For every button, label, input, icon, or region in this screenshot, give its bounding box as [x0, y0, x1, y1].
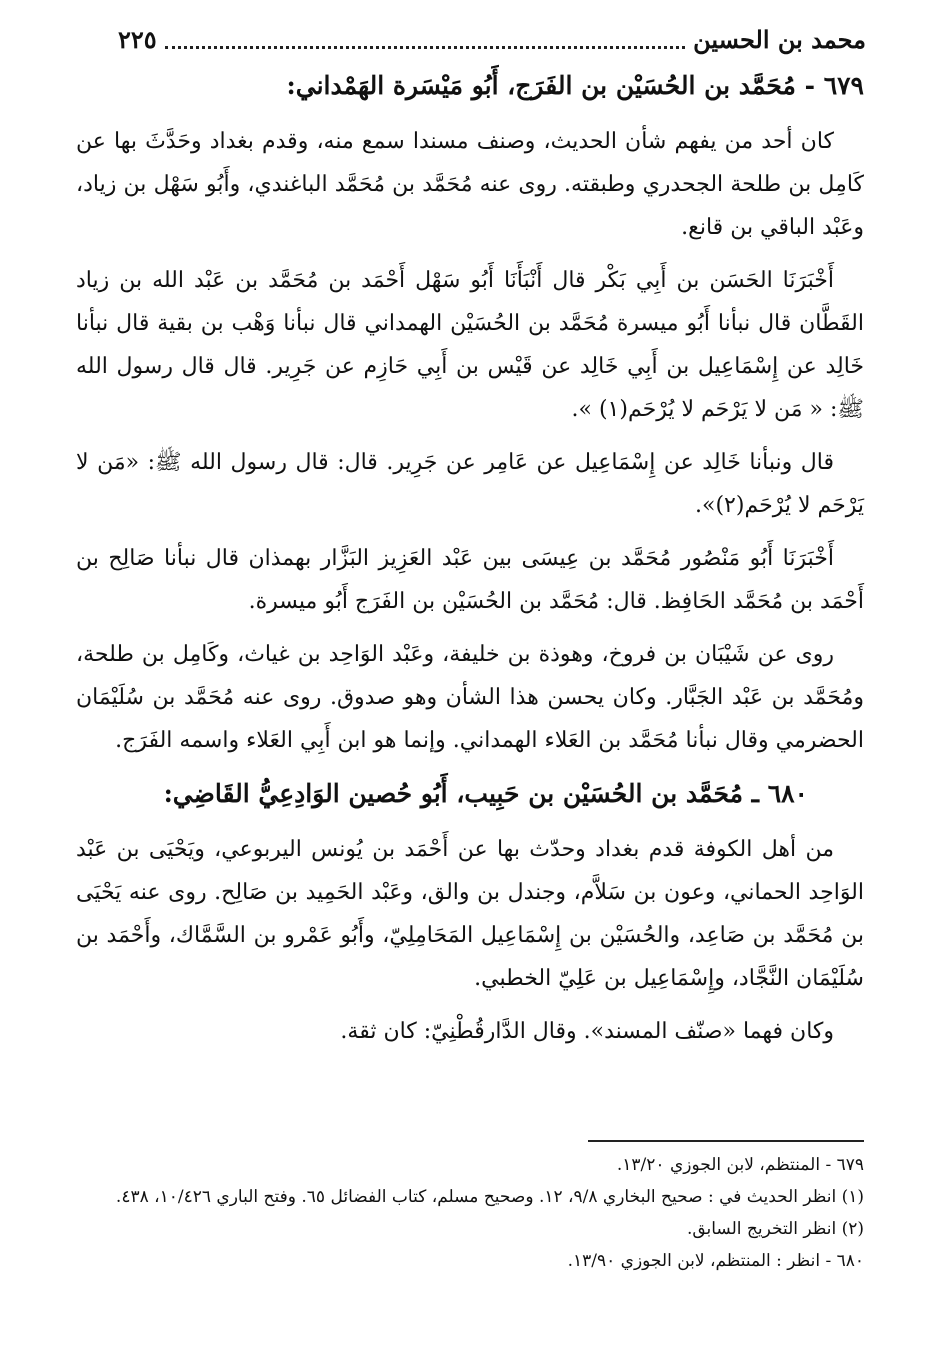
running-head-title: محمد بن الحسين — [693, 24, 866, 54]
footnote-separator — [588, 1140, 864, 1142]
page-number: ٢٢٥ — [118, 24, 157, 54]
paragraph: أَخْبَرَنَا الحَسَن بن أَبِي بَكْر قال أَنْبَأَنَا أَبُو سَهْل أَحْمَد بن مُحَمَّد بن عَبْد الله بن زياد القَطَّان قال نبأنا أَبُو ميسرة مُحَمَّد بن الحُسَيْن الهمداني قال نبأنا وَهْب بن بقية قال نبأنا خَالِد عن إِسْمَاعِيل بن أَبِي خَالِد عن قَيْس بن أَبِي حَازِم عن جَرِير. قال قال رسول الله ﷺ: « مَن لا يَرْحَم لا يُرْحَم(١) ». — [76, 268, 864, 422]
footnote-source-680: ٦٨٠ - انظر : المنتظم، لابن الجوزي ١٣/٩٠. — [567, 1251, 864, 1271]
paragraph: روى عن شَيْبَان بن فروخ، وهوذة بن خليفة، وعَبْد الوَاحِد بن غياث، وكَامِل بن طلحة، ومُحَمَّد بن عَبْد الجَبَّار. وكان يحسن هذا الشأن وهو صدوق. روى عنه مُحَمَّد بن سُلَيْمَان الحضرمي وقال نبأنا مُحَمَّد بن العَلاء الهمداني. وإنما هو ابن أَبِي العَلاء واسمه الفَرَج. — [76, 642, 864, 753]
main-text — [76, 64, 864, 1053]
footnotes — [76, 1150, 864, 1278]
leader-dots — [165, 46, 685, 49]
paragraph: من أهل الكوفة قدم بغداد وحدّث بها عن أَحْمَد بن يُونس اليربوعي، ويَحْيَى بن عَبْد الوَاحِد الحماني، وعون بن سَلاَّم، وجندل بن والق، وعَبْد الحَمِيد بن صَالِح. روى عنه يَحْيَى بن مُحَمَّد بن صَاعِد، والحُسَيْن بن إِسْمَاعِيل المَحَامِلِيّ، وأَبُو عَمْرو بن السَّمَّاك، وأَحْمَد بن سُلَيْمَان النَّجَّاد، وإِسْمَاعِيل بن عَلِيّ الخطبي. — [76, 837, 864, 991]
paragraph: أَخْبَرَنَا أَبُو مَنْصُور مُحَمَّد بن عِيسَى بين عَبْد العَزِيز البَزَّار بهمذان قال نبأنا صَالِح بن أَحْمَد بن مُحَمَّد الحَافِظ. قال: مُحَمَّد بن الحُسَيْن بن الفَرَج أَبُو ميسرة. — [76, 546, 864, 614]
footnote-1: (١) انظر الحديث في : صحيح البخاري ٩/٨، ١٢. وصحيح مسلم، كتاب الفضائل ٦٥. وفتح الباري ١٠/٤٢٦، ٤٣٨. — [115, 1187, 864, 1207]
running-head — [118, 22, 866, 56]
paragraph: وكان فهما «صنّف المسند». وقال الدَّارقُطْنِيّ: كان ثقة. — [340, 1019, 834, 1044]
entry-heading-680: ٦٨٠ ـ مُحَمَّد بن الحُسَيْن بن حَبِيب، أَبُو حُصين الوَادِعِيُّ القَاضِي: — [163, 779, 808, 808]
entry-heading-679: ٦٧٩ - مُحَمَّد بن الحُسَيْن بن الفَرَج، أَبُو مَيْسَرة الهَمْداني: — [286, 71, 864, 100]
footnote-source-679: ٦٧٩ - المنتظم، لابن الجوزي ١٣/٢٠. — [616, 1155, 864, 1175]
paragraph: قال ونبأنا خَالِد عن إِسْمَاعِيل عن عَامِر عن جَرِير. قال: قال رسول الله ﷺ: «مَن لا يَرْحَم لا يُرْحَم(٢)». — [76, 450, 864, 518]
paragraph: كان أحد من يفهم شأن الحديث، وصنف مسندا سمع منه، وقدم بغداد وحَدَّثَ بها عن كَامِل بن طلحة الجحدري وطبقته. روى عنه مُحَمَّد بن مُحَمَّد الباغندي، وأَبُو سَهْل بن زياد، وعَبْد الباقي بن قانع. — [76, 129, 864, 240]
footnote-2: (٢) انظر التخريج السابق. — [686, 1219, 864, 1239]
